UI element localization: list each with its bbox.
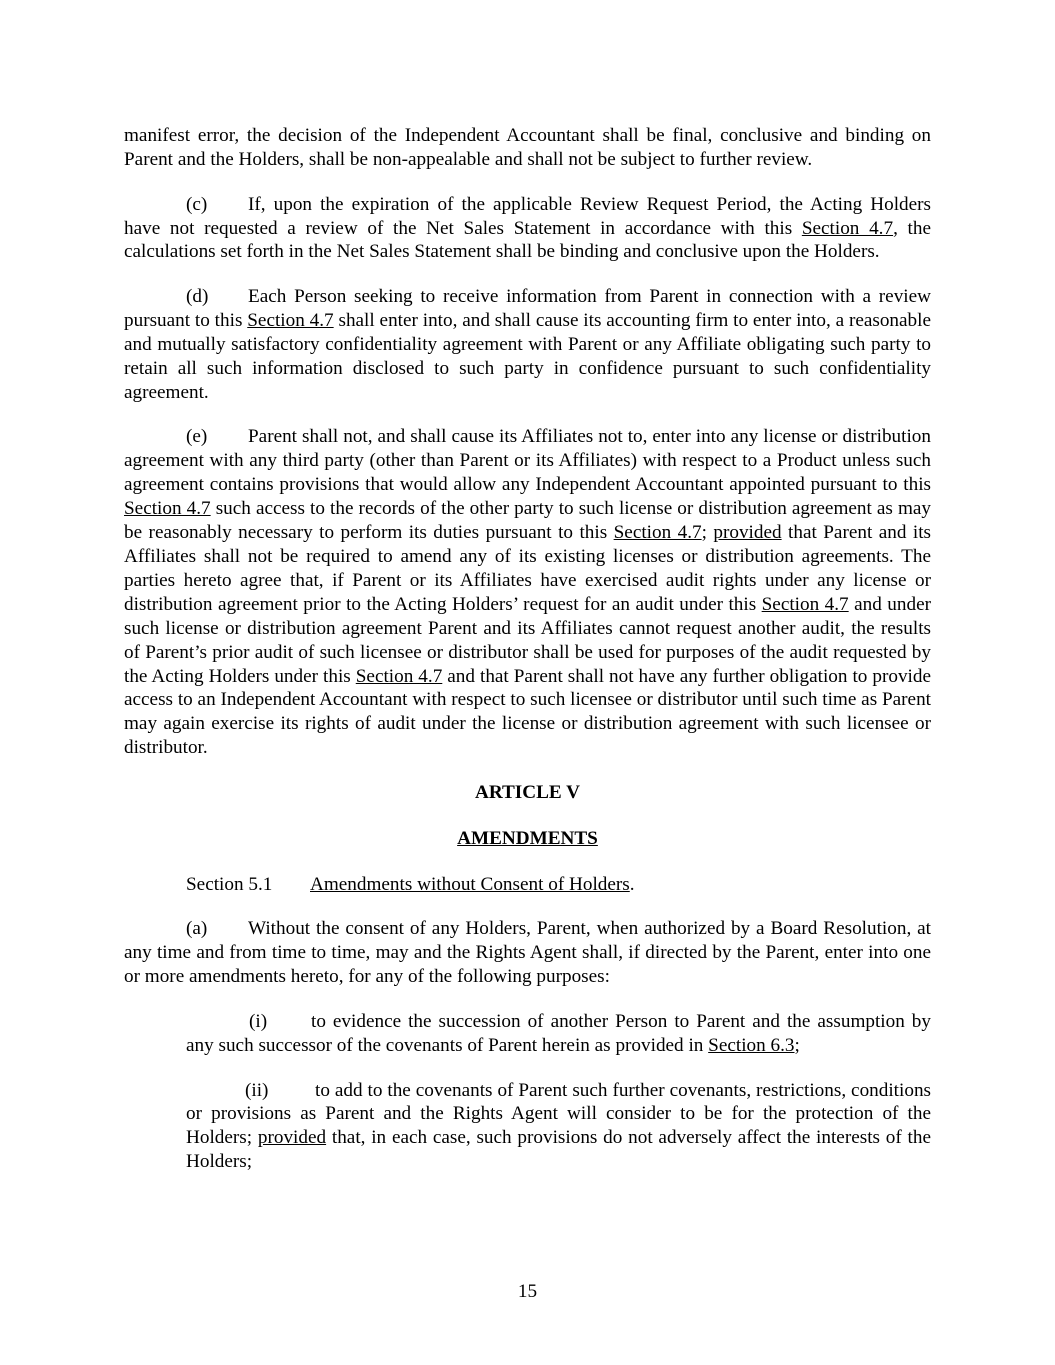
section-ref-link: Section 4.7: [355, 665, 443, 687]
paragraph-e-label: (e): [186, 426, 208, 448]
paragraph-a: [124, 917, 931, 989]
provided-term: provided: [257, 1127, 327, 1149]
paragraph-c-text: If, upon the expiration of the applicable Review Request Period, the Acting Holders have not requested a review of the Net Sales Statement in accordance with this: [124, 193, 931, 239]
section-ref-link: Section 6.3: [708, 1034, 795, 1056]
paragraph-e-text: and under such license or distribution agreement Parent and its Affiliates cannot request another audit, the results of Parent’s prior audit of such licensee or distributor shall be used for purposes of the audit requested by the Acting Holders under this: [124, 593, 931, 687]
section-ref-link: Section 4.7: [124, 498, 211, 520]
paragraph-d-text: Each Person seeking to receive information from Parent in connection with a review pursuant to this: [124, 286, 931, 332]
list-item-i-label: (i): [249, 1010, 268, 1032]
section-ref-link: Section 4.7: [247, 310, 334, 332]
intro-paragraph: [124, 124, 931, 172]
section-title-period: .: [629, 873, 635, 895]
list-item-ii-text: to add to the covenants of Parent such further covenants, restrictions, conditions or provisions as Parent and the Rights Agent will consider to be for the protection of the Holders;: [186, 1079, 931, 1149]
paragraph-a-text: Without the consent of any Holders, Parent, when authorized by a Board Resolution, at any time and from time to time, may and the Rights Agent shall, if directed by the Parent, enter into one or more amendments hereto, for any of the following purposes:: [124, 918, 931, 988]
paragraph-c-text: , the calculations set forth in the Net Sales Statement shall be binding and conclusive upon the Holders.: [124, 217, 931, 263]
page-number: 15: [517, 1281, 538, 1302]
paragraph-e-text: and that Parent shall not have any further obligation to provide access to an Independent Accountant with respect to such licensee or distributor until such time as Parent may again exercise its rights of audit under the license or distribution agreement with such licensee or distributor.: [124, 665, 931, 759]
paragraph-d: [124, 285, 931, 405]
list-item-ii: [186, 1079, 931, 1175]
document-page: [124, 124, 931, 1195]
paragraph-d-label: (d): [186, 286, 209, 308]
intro-text: manifest error, the decision of the Independent Accountant shall be final, conclusive and binding on Parent and the Holders, shall be non-appealable and shall not be subject to further review.: [124, 125, 931, 170]
provided-term: provided: [713, 522, 782, 544]
section-ref-link: Section 4.7: [613, 522, 702, 544]
list-item-i: [186, 1010, 931, 1058]
article-title: ARTICLE V: [474, 781, 581, 803]
paragraph-d-text: shall enter into, and shall cause its accounting firm to enter into, a reasonable and mutually satisfactory confidentiality agreement with Parent or any Affiliate obligating such party to retain all such information disclosed to such party in confidence pursuant to such confidentiality agreement.: [124, 310, 931, 403]
article-subtitle: AMENDMENTS: [457, 827, 598, 849]
section-title: Amendments without Consent of Holders: [310, 873, 630, 895]
list-item-i-text: ;: [794, 1034, 800, 1056]
list-item-ii-text: that, in each case, such provisions do not adversely affect the interests of the Holders;: [186, 1127, 931, 1173]
paragraph-a-label: (a): [186, 918, 208, 940]
section-number: Section 5.1: [186, 873, 273, 895]
paragraph-e-text: ;: [701, 522, 714, 544]
section-heading: [124, 873, 931, 897]
paragraph-e-text: Parent shall not, and shall cause its Affiliates not to, enter into any license or distribution agreement with any third party (other than Parent or its Affiliates) with respect to a Product unless such agreement contains provisions that would allow any Independent Accountant appointed pursuant to this: [124, 426, 931, 496]
paragraph-c-label: (c): [186, 193, 208, 215]
paragraph-e: [124, 425, 931, 760]
section-ref-link: Section 4.7: [761, 593, 849, 615]
section-ref-link: Section 4.7: [801, 217, 894, 239]
list-item-i-text: to evidence the succession of another Person to Parent and the assumption by any such successor of the covenants of Parent herein as provided in: [186, 1010, 931, 1056]
paragraph-c: [124, 193, 931, 265]
paragraph-e-text: that Parent and its Affiliates shall not be required to amend any of its existing licenses or distribution agreements. The parties hereto agree that, if Parent or its Affiliates have exercised audit rights under any license or distribution agreement prior to the Acting Holders’ request for an audit under this: [124, 522, 931, 615]
list-item-ii-label: (ii): [245, 1079, 269, 1101]
paragraph-e-text: such access to the records of the other party to such license or distribution agreement as may be reasonably necessary to perform its duties pursuant to this: [124, 498, 931, 544]
